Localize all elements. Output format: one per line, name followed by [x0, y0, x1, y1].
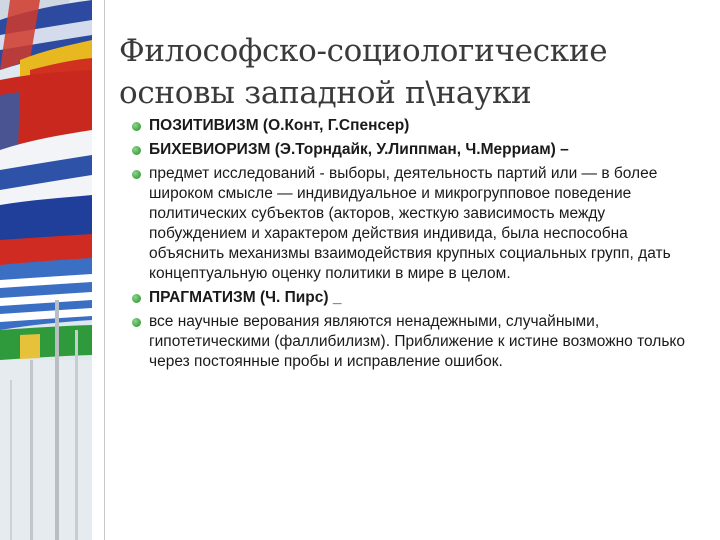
bullet-dot-icon: [132, 170, 141, 179]
list-item: [132, 164, 702, 284]
list-item-text: ПРАГМАТИЗМ (Ч. Пирс) _: [149, 289, 342, 306]
list-item: [132, 312, 702, 372]
flags-decoration-image: [0, 0, 92, 540]
bullet-dot-icon: [132, 146, 141, 155]
vertical-divider: [104, 0, 105, 540]
slide-title: [119, 30, 699, 114]
bullet-dot-icon: [132, 122, 141, 131]
bullet-dot-icon: [132, 294, 141, 303]
bullet-dot-icon: [132, 318, 141, 327]
list-item: [132, 116, 702, 136]
list-item: [132, 140, 702, 160]
title-line-1: Философско-социологические: [119, 33, 608, 69]
list-item-text: все научные верования являются ненадежными, случайными, гипотетическими (фаллибилизм). Приближение к истине возможно только через постоянные пробы и исправление ошибок.: [149, 313, 685, 370]
list-item-text: предмет исследований - выборы, деятельность партий или — в более широком смысле — индивидуальное и микрогрупповое поведение политических субъектов (акторов, жесткую зависимость между побуждением и характером действия индивида, была неспособна объяснить механизмы взаимодействия крупных социальных групп, дать концептуальную оценку политики в мире в целом.: [149, 165, 671, 282]
bullet-list: [132, 116, 702, 376]
list-item: [132, 288, 702, 308]
title-line-2: основы западной п\науки: [119, 75, 532, 111]
list-item-text: БИХЕВИОРИЗМ (Э.Торндайк, У.Липпман, Ч.Мерриам) –: [149, 141, 569, 158]
list-item-text: ПОЗИТИВИЗМ (О.Конт, Г.Спенсер): [149, 117, 410, 134]
